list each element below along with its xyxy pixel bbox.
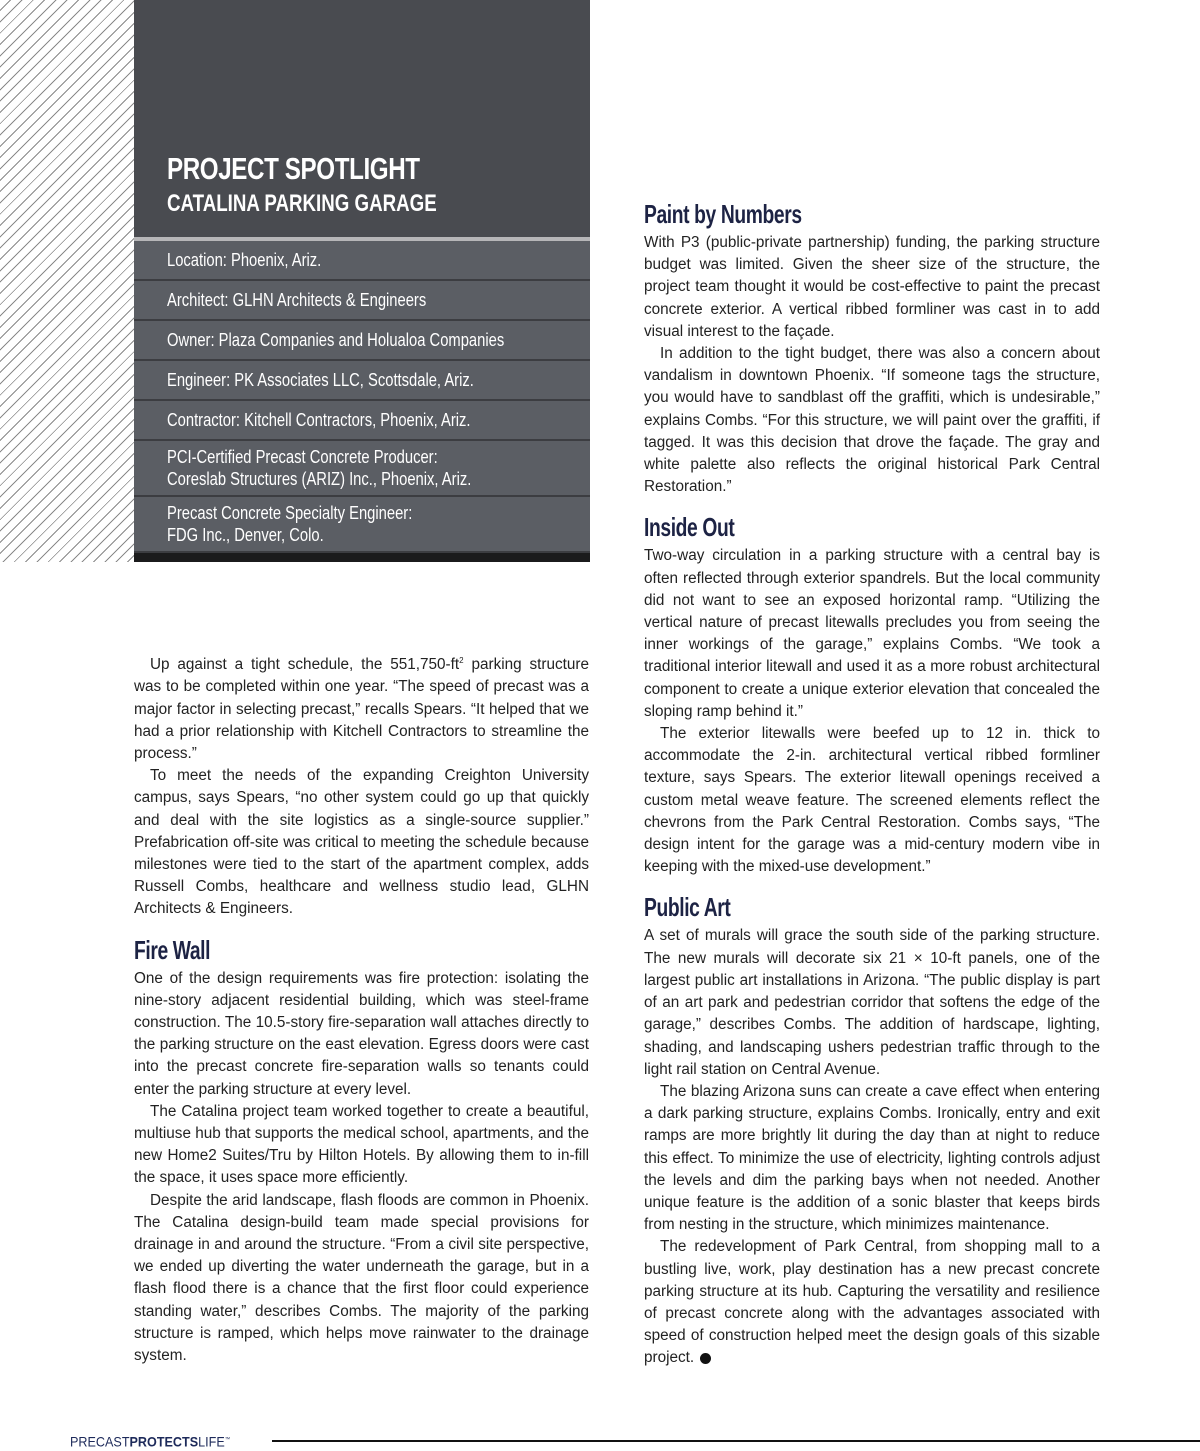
left-column bbox=[134, 650, 589, 1367]
end-of-article-bullet-icon bbox=[700, 1353, 711, 1364]
spotlight-item-engineer: Engineer: PK Associates LLC, Scottsdale, Ariz. bbox=[134, 361, 590, 401]
intro-paragraph: Up against a tight schedule, the $551,750-ft^2$ parking structure was to be completed within one year. “The speed of precast was a major factor in selecting precast,” recalls Spears. “It helped that we had a prior relationship with Kitchell Contractors to streamline the process.” bbox=[134, 656, 590, 762]
spotlight-title: PROJECT SPOTLIGHT bbox=[167, 151, 420, 186]
section-public-art bbox=[644, 889, 1100, 1369]
spotlight-item-contractor: Contractor: Kitchell Contractors, Phoenix, Ariz. bbox=[134, 401, 590, 441]
spotlight-item-producer: PCI-Certified Precast Concrete Producer: Coreslab Structures (ARIZ) Inc., Phoenix, Ariz. bbox=[134, 441, 590, 497]
diagonal-hatch-decoration bbox=[0, 0, 134, 562]
heading-inside-out: Inside Out bbox=[644, 512, 735, 543]
body-paragraph: The blazing Arizona suns can create a cave effect when entering a dark parking structure, explains Combs. Ironically, entry and exit ramps are more brightly lit during the day than at night to reduce this effect. To minimize the use of electricity, lighting controls adjust the levels and dim the parking bays when not needed. Another unique feature is the addition of a sonic blaster that keeps birds from nesting in the structure, which minimizes maintenance. bbox=[644, 1082, 1100, 1234]
heading-fire-wall: Fire Wall bbox=[134, 934, 211, 965]
spotlight-item-architect: Architect: GLHN Architects & Engineers bbox=[134, 281, 590, 321]
section-inside-out bbox=[644, 509, 1100, 878]
body-paragraph: With P3 (public-private partnership) funding, the parking structure budget was limited. Given the sheer size of the structure, the project team thought it would be cost-effective to paint the precast concrete exterior. A vertical ribbed formliner was cast in to add visual interest to the façade. bbox=[644, 234, 1100, 340]
body-paragraph: Despite the arid landscape, flash floods are common in Phoenix. The Catalina design-build team made special provisions for drainage in and around the structure. “From a civil site perspective, we ended up diverting the water underneath the garage, but in a flash flood there is a chance that the first floor could experience standing water,” describes Combs. The majority of the parking structure is ramped, which helps move rainwater to the drainage system. bbox=[134, 1191, 589, 1364]
heading-public-art: Public Art bbox=[644, 892, 731, 923]
body-paragraph: The redevelopment of Park Central, from shopping mall to a bustling live, work, play destination has a new precast concrete parking structure at its hub. Capturing the versatility and resilience of precast concrete along with the advantages associated with speed of construction helped meet the design goals of this sizable project. bbox=[644, 1238, 1100, 1367]
body-paragraph: Two-way circulation in a parking structure with a central bay is often reflected through exterior spandrels. But the local community did not want to see an exposed horizontal ramp. “Utilizing the vertical nature of precast litewalls precludes you from seeing the inner workings of the garage,” explains Combs. “We took a traditional interior litewall and used it as a more robust architectural component to create a unique exterior elevation that concealed the sloping ramp behind it.” bbox=[644, 547, 1100, 720]
section-fire-wall bbox=[134, 932, 589, 1368]
body-paragraph: The Catalina project team worked together to create a beautiful, multiuse hub that supports the medical school, apartments, and the new Home2 Suites/Tru by Hilton Hotels. By allowing them to in-fill the space, it uses space more efficiently. bbox=[134, 1102, 589, 1187]
body-paragraph: In addition to the tight budget, there was also a concern about vandalism in downtown Phoenix. “If someone tags the structure, you would have to sandblast off the graffiti, which is undesirable,” explains Combs. “For this structure, we will paint over the graffiti, if tagged. It was this decision that drove the façade. The gray and white palette also reflects the original historical Park Central Restoration.” bbox=[644, 345, 1100, 496]
section-paint-by-numbers bbox=[644, 196, 1100, 498]
body-paragraph: A set of murals will grace the south side of the parking structure. The new murals will decorate six 21 × 10-ft panels, one of the largest public art installations in Arizona. “The public display is part of an art park and pedestrian corridor that softens the edge of the garage,” describes Combs. The addition of hardscape, lighting, shading, and landscaping ushers pedestrian traffic through to the light rail station on Central Avenue. bbox=[644, 927, 1100, 1078]
spotlight-bottom-bar bbox=[134, 553, 590, 562]
spotlight-item-location: Location: Phoenix, Ariz. bbox=[134, 241, 590, 281]
body-paragraph: The exterior litewalls were beefed up to 12 in. thick to accommodate the 2-in. architectural vertical ribbed formliner texture, says Spears. The exterior litewall openings received a custom metal weave feature. The screened elements reflect the chevrons from the Park Central Restoration. Combs says, “The design intent for the garage was a mid-century modern vibe in keeping with the mixed-use development.” bbox=[644, 725, 1100, 876]
body-paragraph: To meet the needs of the expanding Creighton University campus, says Spears, “no other system could go up that quickly and deal with the site logistics as a single-source supplier.” Prefabrication off-site was critical to meeting the schedule because milestones were tied to the start of the apartment complex, adds Russell Combs, healthcare and wellness studio lead, GLHN Architects & Engineers. bbox=[134, 767, 589, 918]
footer-rule bbox=[272, 1440, 1200, 1442]
heading-paint-by-numbers: Paint by Numbers bbox=[644, 199, 802, 229]
project-spotlight-box bbox=[134, 0, 590, 562]
spotlight-item-owner: Owner: Plaza Companies and Holualoa Companies bbox=[134, 321, 590, 361]
spotlight-item-specialty-engineer: Precast Concrete Specialty Engineer: FDG Inc., Denver, Colo. bbox=[134, 497, 590, 553]
right-column bbox=[644, 196, 1100, 1370]
body-paragraph: One of the design requirements was fire protection: isolating the nine-story adjacent residential building, which was steel-frame construction. The 10.5-story fire-separation wall attaches directly to the parking structure on the east elevation. Egress doors were cast into the precast concrete fire-separation walls so tenants could enter the parking structure at every level. bbox=[134, 969, 589, 1098]
spotlight-subtitle: CATALINA PARKING GARAGE bbox=[167, 190, 437, 217]
footer-brand-logo: PRECASTPROTECTSLIFE™ bbox=[70, 1433, 231, 1450]
spotlight-facts-list bbox=[134, 241, 590, 553]
